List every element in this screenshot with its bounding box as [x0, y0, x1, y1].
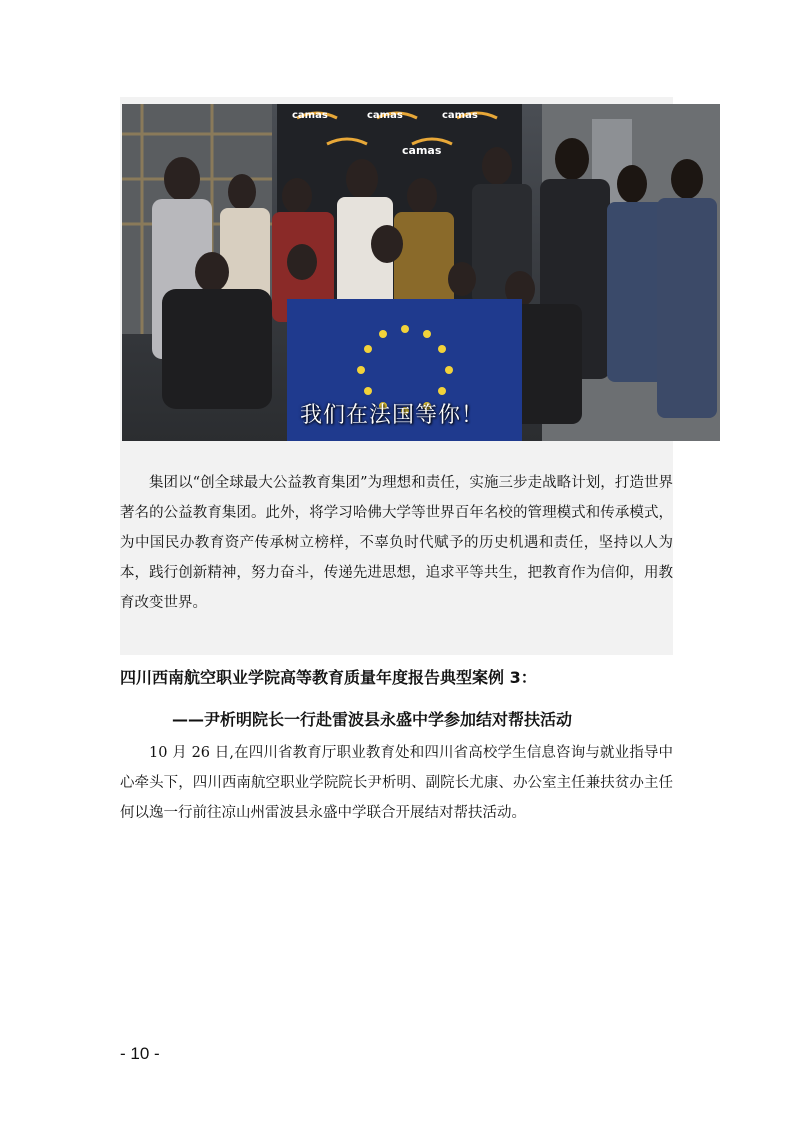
case-heading: 四川西南航空职业学院高等教育质量年度报告典型案例 3：	[120, 668, 537, 687]
case-subheading: ——尹析明院长一行赴雷波县永盛中学参加结对帮扶活动	[172, 710, 573, 729]
group-photo-illustration	[122, 104, 720, 441]
case-paragraph: 10 月 26 日,在四川省教育厅职业教育处和四川省高校学生信息咨询与就业指导中心牵头下，四川西南航空职业学院院长尹析明、副院长尤康、办公室主任兼扶贫办主任何以逸一行前往凉山州雷波县永盛中学联合开展结对帮扶活动。	[120, 745, 673, 821]
group-photo	[122, 104, 720, 441]
intro-paragraph: 集团以“创全球最大公益教育集团”为理想和责任，实施三步走战略计划，打造世界著名的公益教育集团。此外，将学习哈佛大学等世界百年名校的管理模式和传承模式，为中国民办教育资产传承树立榜样，不辜负时代赋予的历史机遇和责任，坚持以人为本，践行创新精神，努力奋斗，传递先进思想，追求平等共生，把教育作为信仰，用教育改变世界。	[120, 475, 673, 611]
banner-logo-text-3: camas	[442, 110, 478, 121]
page-number: - 10 -	[120, 1044, 160, 1063]
banner-logo-text-4: camas	[402, 144, 442, 157]
banner-logo-text-1: camas	[292, 110, 328, 121]
banner-logo-text-2: camas	[367, 110, 403, 121]
photo-caption: 我们在法国等你！	[300, 403, 485, 428]
